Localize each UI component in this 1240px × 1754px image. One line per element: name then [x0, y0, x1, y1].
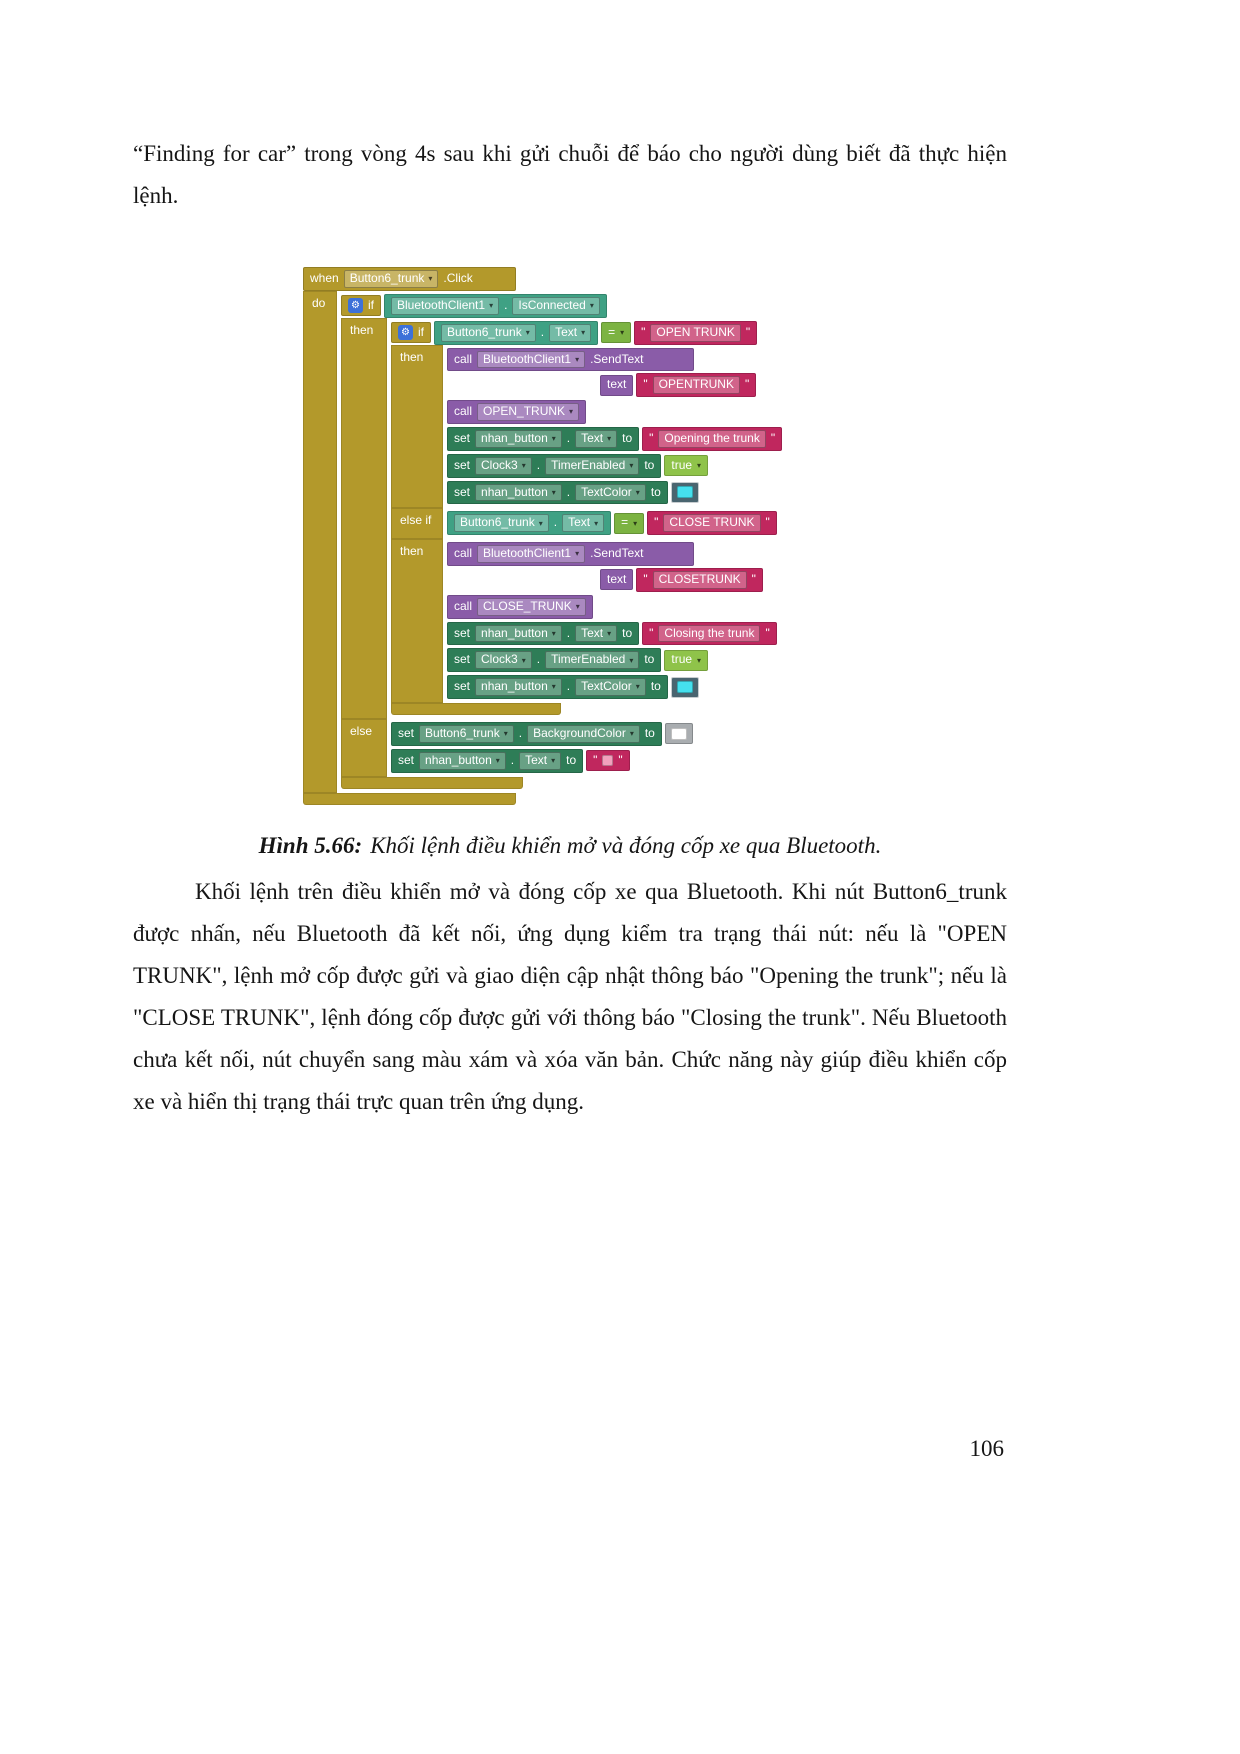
string-value: Opening the trunk [658, 430, 765, 448]
chip-label: BluetoothClient1 [397, 297, 486, 312]
call-label: call [454, 351, 473, 366]
inner-if-bottom-edge [391, 703, 561, 715]
property-chip [562, 514, 604, 532]
dropdown-icon: ▾ [551, 628, 556, 638]
caption-label: Hình 5.66: [258, 832, 363, 858]
set-backgroundcolor-block [391, 722, 662, 746]
call-sendtext-block [447, 542, 763, 592]
dropdown-icon: ▾ [575, 549, 580, 559]
set-label: set [454, 652, 471, 667]
quote: " [641, 324, 646, 339]
dropdown-icon: ▾ [538, 518, 543, 528]
chip-label: Clock3 [481, 457, 518, 472]
set-label: set [398, 752, 415, 767]
dropdown-icon: ▾ [607, 434, 612, 444]
inner-then-section-open [391, 345, 782, 509]
chip-label: nhan_button [425, 752, 492, 767]
text-param-label: text [600, 375, 633, 396]
to-label: to [644, 725, 655, 740]
dropdown-icon: ▾ [594, 518, 599, 528]
chip-label: Text [581, 430, 604, 445]
call-label: call [454, 546, 473, 561]
white-color-swatch [671, 728, 687, 740]
operator-label: = [621, 515, 629, 530]
cyan-color-swatch [677, 486, 693, 498]
property-chip [512, 297, 599, 315]
set-text-block [391, 749, 583, 773]
to-label: to [644, 652, 655, 667]
dropdown-icon: ▾ [629, 655, 634, 665]
chip-label: Button6_trunk [460, 515, 535, 530]
set-timer-statement [447, 454, 708, 478]
operator-label: = [608, 324, 616, 339]
color-block-white [665, 723, 693, 744]
dropdown-icon: ▾ [525, 328, 530, 338]
dropdown-icon: ▾ [495, 756, 500, 765]
dot-label: . [566, 679, 571, 694]
quote: " [765, 625, 770, 640]
sendtext-param-row [447, 373, 756, 397]
sendtext-param-row [447, 568, 763, 592]
chip-label: Button6_trunk [425, 725, 500, 740]
chip-label: Button6_trunk [447, 324, 522, 339]
component-chip [475, 678, 562, 696]
dropdown-icon: ▾ [633, 518, 638, 528]
outer-if-row [341, 295, 381, 316]
set-label: set [454, 457, 471, 472]
chip-label: Clock3 [481, 652, 518, 667]
text-getter-block [447, 511, 611, 535]
when-keyword: when [310, 271, 339, 286]
procedure-chip [477, 403, 579, 421]
chip-label: BluetoothClient1 [483, 351, 572, 366]
set-text-block [447, 427, 639, 451]
quote: " [770, 430, 776, 445]
component-chip [475, 484, 562, 502]
equals-block [601, 322, 631, 343]
else-label: else [341, 719, 387, 777]
if-label: if [368, 297, 374, 312]
string-value: Closing the trunk [658, 625, 760, 643]
dropdown-icon: ▾ [635, 487, 640, 497]
component-chip [419, 752, 506, 770]
set-label: set [454, 430, 471, 445]
dropdown-icon: ▾ [569, 407, 574, 417]
dropdown-icon: ▾ [551, 756, 556, 765]
component-chip [454, 514, 549, 532]
chip-label: TimerEnabled [551, 457, 626, 472]
inner-if-row [391, 322, 431, 343]
outer-if-bottom-edge [341, 777, 523, 789]
chip-label: CLOSE_TRUNK [483, 598, 572, 613]
dot-label: . [536, 457, 541, 472]
when-block-body [303, 291, 782, 793]
quote: " [654, 515, 659, 530]
outer-else-section [341, 719, 693, 777]
procedure-chip [477, 598, 586, 616]
call-label: call [454, 598, 473, 613]
page-number: 106 [969, 1436, 1004, 1461]
method-label: .SendText [590, 351, 644, 366]
then-label: then [391, 539, 443, 703]
component-chip [475, 651, 532, 669]
do-label: do [303, 291, 337, 793]
set-textcolor-block [447, 481, 668, 505]
chip-label: Text [525, 752, 548, 767]
color-block-cyan [671, 677, 699, 698]
property-chip [549, 324, 591, 342]
chip-label: TimerEnabled [551, 652, 626, 667]
string-block-closing [642, 622, 777, 646]
quote: " [745, 324, 751, 339]
property-chip [575, 678, 646, 696]
set-textcolor-statement [447, 481, 699, 505]
dot-label: . [518, 725, 523, 740]
string-block-opentrunk [636, 373, 756, 397]
quote: " [643, 377, 648, 392]
to-label: to [622, 430, 633, 445]
component-chip [475, 430, 562, 448]
when-event-label: .Click [443, 271, 473, 286]
chip-label: nhan_button [481, 625, 548, 640]
intro-paragraph: “Finding for car” trong vòng 4s sau khi gửi chuỗi để báo cho người dùng biết đã thực hiện lệnh. [133, 141, 1007, 209]
dot-label: . [536, 652, 541, 667]
then-label: then [341, 318, 387, 719]
call-procedure-block [447, 595, 593, 619]
component-chip [477, 351, 585, 369]
outer-if-block [341, 294, 782, 789]
empty-string-block [586, 750, 630, 771]
when-block-bottom-edge [303, 793, 516, 805]
property-chip [575, 430, 617, 448]
dropdown-icon: ▾ [620, 328, 625, 338]
component-chip [441, 324, 536, 342]
then-label: then [391, 345, 443, 509]
dropdown-icon: ▾ [503, 729, 508, 739]
component-chip [419, 725, 514, 743]
else-if-label: else if [391, 508, 443, 539]
dropdown-icon: ▾ [489, 301, 494, 311]
set-label: set [454, 679, 471, 694]
to-label: to [650, 679, 661, 694]
dropdown-icon: ▾ [551, 434, 556, 444]
component-chip [475, 457, 532, 475]
string-value: CLOSETRUNK [653, 571, 747, 589]
set-timer-statement [447, 648, 708, 672]
dot-label: . [566, 625, 571, 640]
dropdown-icon: ▾ [589, 301, 594, 311]
gear-icon: ⚙ [348, 298, 363, 313]
dropdown-icon: ▾ [521, 655, 526, 665]
component-chip [475, 625, 562, 643]
dropdown-icon: ▾ [581, 328, 586, 338]
isconnected-getter-block [384, 294, 607, 318]
chip-label: Text [568, 515, 591, 530]
string-value: OPENTRUNK [653, 376, 740, 394]
call-label: call [454, 404, 473, 419]
set-timer-block [447, 454, 661, 478]
dropdown-icon: ▾ [697, 655, 702, 665]
dropdown-icon: ▾ [607, 628, 612, 638]
quote: " [744, 377, 750, 392]
if-label: if [418, 324, 424, 339]
empty-text-swatch [602, 755, 613, 766]
dot-label: . [504, 297, 508, 312]
cyan-color-swatch [677, 681, 693, 693]
when-block-header [303, 267, 516, 291]
else-if-section [391, 508, 777, 539]
text-param-label: text [600, 569, 633, 590]
true-block [664, 455, 708, 476]
dot-label: . [540, 324, 545, 339]
dropdown-icon: ▾ [551, 682, 556, 692]
to-label: to [566, 752, 577, 767]
dot-label: . [566, 484, 571, 499]
set-text-statement [447, 427, 782, 451]
chip-label: nhan_button [481, 679, 548, 694]
quote: " [643, 571, 648, 586]
inner-then-section-close [391, 539, 777, 703]
string-value: OPEN TRUNK [650, 324, 740, 342]
set-textcolor-block [447, 675, 668, 699]
set-timer-block [447, 648, 661, 672]
text-getter-block [434, 321, 598, 345]
outer-if-header [341, 294, 607, 318]
dropdown-icon: ▾ [521, 461, 526, 471]
dropdown-icon: ▾ [629, 461, 634, 471]
component-chip [477, 545, 585, 563]
set-label: set [454, 484, 471, 499]
set-label: set [398, 725, 415, 740]
body-paragraph: Khối lệnh trên điều khiển mở và đóng cốp xe qua Bluetooth. Khi nút Button6_trunk được nhấn, nếu Bluetooth đã kết nối, ứng dụng kiểm tra trạng thái nút: nếu là "OPEN TRUNK", lệnh mở cốp được gửi và giao diện cập nhật thông báo "Opening the trunk"; nếu là "CLOSE TRUNK", lệnh đóng cốp được gửi với thông báo "Closing the trunk". Nếu Bluetooth chưa kết nối, nút chuyển sang màu xám và xóa văn bản. Chức năng này giúp điều khiển cốp xe và hiển thị trạng thái trực quan trên ứng dụng. [133, 878, 1007, 1114]
to-label: to [622, 625, 633, 640]
dropdown-icon: ▾ [575, 602, 580, 612]
chip-label: BluetoothClient1 [483, 546, 572, 561]
set-label: set [454, 625, 471, 640]
chip-label: OPEN_TRUNK [483, 404, 566, 419]
else-if-condition [447, 511, 777, 535]
method-label: .SendText [590, 546, 644, 561]
to-label: to [644, 457, 655, 472]
call-sendtext-row [447, 348, 694, 372]
chip-label: nhan_button [481, 484, 548, 499]
property-chip [545, 457, 639, 475]
quote: " [593, 752, 598, 767]
chip-label: Text [581, 625, 604, 640]
dropdown-icon: ▾ [629, 729, 634, 739]
string-block-close-trunk [647, 511, 777, 535]
call-sendtext-row [447, 542, 694, 566]
caption-text: Khối lệnh điều khiển mở và đóng cốp xe qua Bluetooth. [370, 832, 882, 858]
chip-label: IsConnected [518, 297, 586, 312]
inner-if-header [391, 321, 757, 345]
true-label: true [671, 457, 693, 472]
dot-label: . [510, 752, 515, 767]
chip-label: TextColor [581, 484, 632, 499]
equals-block [614, 513, 644, 534]
string-block-open-trunk [634, 321, 757, 345]
chip-label: Button6_trunk [349, 271, 425, 286]
blocks-figure [303, 267, 782, 804]
quote: " [649, 430, 654, 445]
chip-label: BackgroundColor [533, 725, 626, 740]
true-block [664, 650, 708, 671]
call-procedure-block [447, 400, 586, 424]
figure-caption [133, 833, 1007, 859]
dropdown-icon: ▾ [575, 354, 580, 364]
quote: " [649, 625, 654, 640]
set-backgroundcolor-statement [391, 722, 693, 746]
dropdown-icon: ▾ [551, 487, 556, 497]
when-component-chip [344, 270, 439, 288]
inner-if-block [391, 321, 782, 715]
color-block-cyan [671, 482, 699, 503]
property-chip [575, 484, 646, 502]
set-textcolor-statement [447, 675, 699, 699]
component-chip [391, 297, 499, 315]
chip-label: nhan_button [481, 430, 548, 445]
string-value: CLOSE TRUNK [663, 514, 760, 532]
to-label: to [650, 484, 661, 499]
dropdown-icon: ▾ [697, 461, 702, 471]
set-text-empty-statement [391, 749, 630, 773]
set-text-statement [447, 622, 777, 646]
quote: " [618, 752, 623, 767]
property-chip [575, 625, 617, 643]
quote: " [765, 515, 770, 530]
quote: " [751, 571, 756, 586]
string-block-closetrunk [636, 568, 763, 592]
dot-label: . [553, 515, 558, 530]
dot-label: . [566, 430, 571, 445]
gear-icon: ⚙ [398, 325, 413, 340]
property-chip [545, 651, 639, 669]
call-sendtext-block [447, 348, 756, 398]
set-text-block [447, 622, 639, 646]
chip-label: Text [555, 324, 578, 339]
outer-then-section [341, 318, 782, 719]
string-block-opening [642, 427, 782, 451]
property-chip [527, 725, 640, 743]
true-label: true [671, 652, 693, 667]
property-chip [519, 752, 561, 770]
dropdown-icon: ▾ [428, 274, 433, 284]
chip-label: TextColor [581, 679, 632, 694]
dropdown-icon: ▾ [635, 682, 640, 692]
